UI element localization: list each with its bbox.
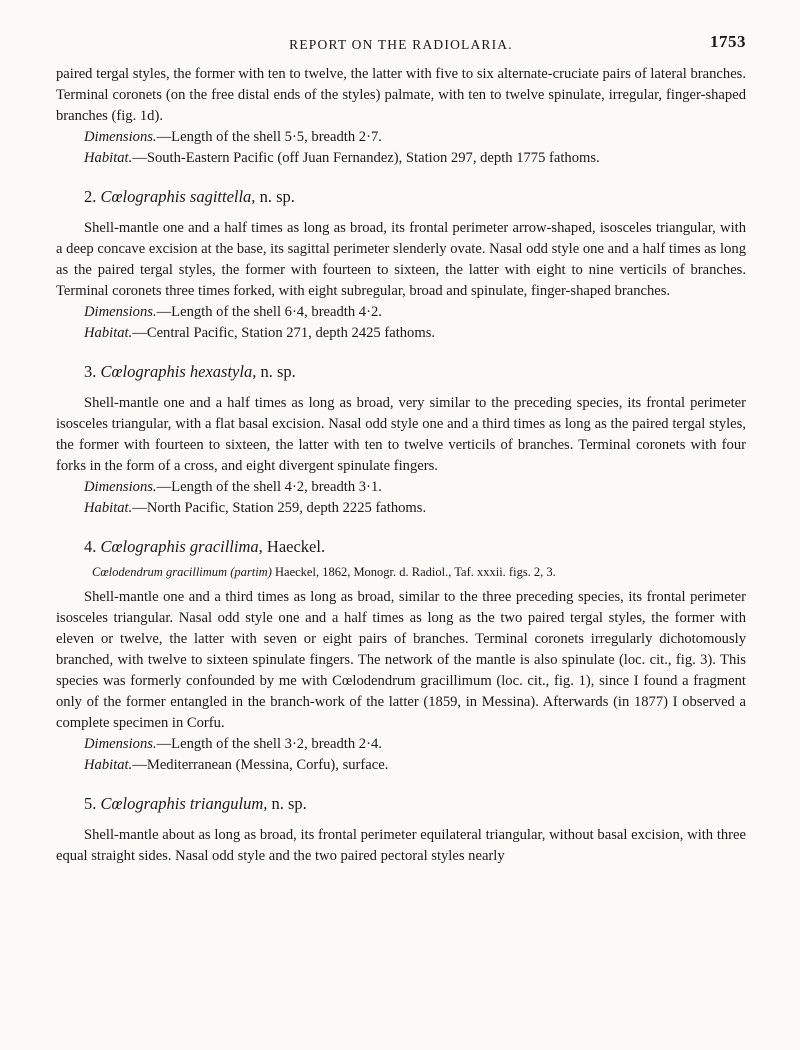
species-description: Shell-mantle one and a third times as long as broad, similar to the three preceding species, its frontal perimeter isosceles triangular. Nasal odd style one and a half times as long as the two paired tergal styles, the former with eleven or twelve, the latter with seven or eight pairs of branches. Terminal coronets irregularly dichotomously branched, with twelve to sixteen spinulate fingers. The network of the mantle is also spinulate (loc. cit., fig. 3). This species was formerly confounded by me with Cœlodendrum gracillimum (loc. cit., fig. 1), since I found a fragment only of the former entangled in the branch-work of the latter (1859, in Messina). Afterwards (in 1877) I observed a complete specimen in Corfu. xyxy=(56,589,746,731)
species-description: Shell-mantle about as long as broad, its frontal perimeter equilateral triangular, without basal excision, with three equal straight sides. Nasal odd style and the two paired pectoral styles nearly xyxy=(56,827,746,864)
synonym-partim: (partim) xyxy=(230,565,272,579)
species-number: 3. xyxy=(84,362,97,381)
synonym-name: Cœlodendrum gracillimum xyxy=(92,565,228,579)
habitat-text: —North Pacific, Station 259, depth 2225 fathoms. xyxy=(132,500,427,516)
dimensions-label: Dimensions. xyxy=(84,736,157,752)
species-heading xyxy=(56,793,746,814)
species-habitat xyxy=(56,755,746,776)
species-authority: n. sp. xyxy=(260,362,296,381)
species-number: 5. xyxy=(84,794,97,813)
habitat-text: —Mediterranean (Messina, Corfu), surface. xyxy=(132,757,389,773)
species-description: Shell-mantle one and a half times as long as broad, very similar to the preceding species, its frontal perimeter isosceles triangular, with a flat basal excision. Nasal odd style one and a third times as long as the paired tergal styles, the former with fourteen to sixteen, the latter with ten to twelve verticils of branches. Terminal coronets with four forks in the form of a cross, and eight divergent spinulate fingers. xyxy=(56,395,746,474)
habitat-label: Habitat. xyxy=(84,325,133,341)
species-heading xyxy=(56,361,746,382)
species-name: Cœlographis hexastyla, xyxy=(100,362,257,381)
habitat-label: Habitat. xyxy=(84,150,133,166)
species-dimensions xyxy=(56,734,746,755)
synonym-reference: Haeckel, 1862, Monogr. d. Radiol., Taf. xxxii. figs. 2, 3. xyxy=(271,565,556,579)
species-habitat xyxy=(56,323,746,344)
dimensions-text: —Length of the shell 4·2, breadth 3·1. xyxy=(156,479,382,495)
continuation-dimensions xyxy=(56,127,746,148)
habitat-label: Habitat. xyxy=(84,757,133,773)
species-name: Cœlographis gracillima, xyxy=(100,537,263,556)
species-heading xyxy=(56,536,746,557)
dimensions-text: —Length of the shell 3·2, breadth 2·4. xyxy=(156,736,382,752)
species-heading xyxy=(56,186,746,207)
species-dimensions xyxy=(56,477,746,498)
species-authority: Haeckel. xyxy=(266,537,326,556)
page xyxy=(56,32,746,867)
running-title: REPORT ON THE RADIOLARIA. xyxy=(289,37,513,52)
dimensions-text: —Length of the shell 5·5, breadth 2·7. xyxy=(156,129,382,145)
synonym-line xyxy=(56,563,746,581)
species-habitat xyxy=(56,498,746,519)
dimensions-text: —Length of the shell 6·4, breadth 4·2. xyxy=(156,304,382,320)
page-number: 1753 xyxy=(710,32,746,51)
dimensions-label: Dimensions. xyxy=(84,304,157,320)
species-name: Cœlographis triangulum, xyxy=(100,794,268,813)
dimensions-label: Dimensions. xyxy=(84,129,157,145)
species-name: Cœlographis sagittella, xyxy=(100,187,256,206)
continuation-paragraph: paired tergal styles, the former with ten to twelve, the latter with five to six alternate-cruciate pairs of lateral branches. Terminal coronets (on the free distal ends of the styles) palmate, with ten to twelve spinulate, irregular, finger-shaped branches (fig. 1d). xyxy=(56,66,746,124)
habitat-label: Habitat. xyxy=(84,500,133,516)
species-authority: n. sp. xyxy=(259,187,295,206)
running-head xyxy=(56,32,746,58)
habitat-text: —Central Pacific, Station 271, depth 2425 fathoms. xyxy=(132,325,436,341)
habitat-text: —South-Eastern Pacific (off Juan Fernandez), Station 297, depth 1775 fathoms. xyxy=(132,150,600,166)
species-number: 4. xyxy=(84,537,97,556)
continuation-habitat xyxy=(56,148,746,169)
species-description: Shell-mantle one and a half times as long as broad, its frontal perimeter arrow-shaped, isosceles triangular, with a deep concave excision at the base, its sagittal perimeter slenderly ovate. Nasal odd style one and a half times as long as the paired tergal styles, the former with fourteen to sixteen, the latter with eight to nine verticils of branches. Terminal coronets three times forked, with eight subregular, broad and spinulate, finger-shaped branches. xyxy=(56,220,746,299)
dimensions-label: Dimensions. xyxy=(84,479,157,495)
species-dimensions xyxy=(56,302,746,323)
species-authority: n. sp. xyxy=(271,794,307,813)
species-number: 2. xyxy=(84,187,97,206)
